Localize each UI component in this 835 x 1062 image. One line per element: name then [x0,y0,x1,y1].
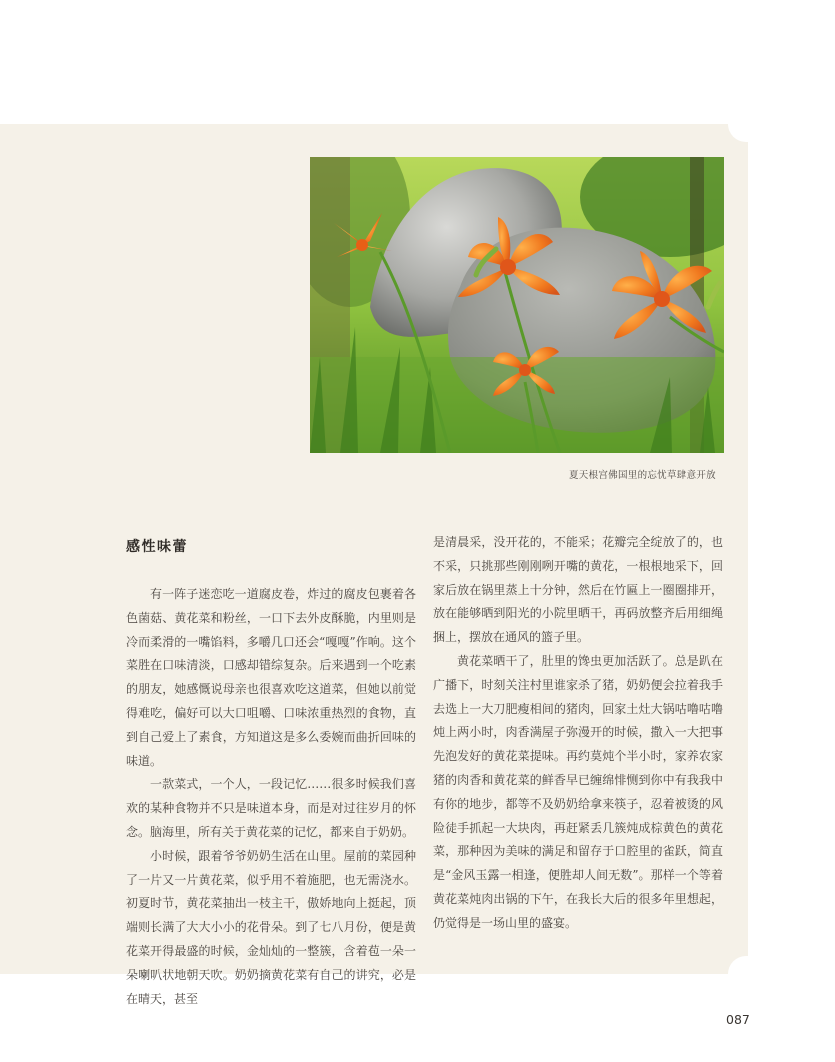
daylily-photo-image [310,157,724,453]
article-paragraph: 小时候，跟着爷爷奶奶生活在山里。屋前的菜园种了一片又一片黄花菜，似乎用不着施肥，也无需浇水。初夏时节，黄花菜抽出一枝主干，傲娇地向上挺起，顶端则长满了大大小小的花骨朵。到了七八月份，便是黄花菜开得最盛的时候，金灿灿的一整簇，含着苞一朵一朵喇叭状地朝天吹。奶奶摘黄花菜有自己的讲究，必是在晴天，甚至 [126,848,416,1006]
article-column-left [126,583,416,1011]
section-title: 感性味蕾 [126,539,188,555]
photo-caption: 夏天根宫佛国里的忘忧草肆意开放 [568,470,716,481]
article-paragraph: 一款菜式，一个人，一段记忆……很多时候我们喜欢的某种食物并不只是味道本身，而是对过往岁月的怀念。脑海里，所有关于黄花菜的记忆，都来自于奶奶。 [126,777,416,839]
page-number: 087 [726,1012,750,1027]
article-paragraph: 有一阵子迷恋吃一道腐皮卷，炸过的腐皮包裹着各色菌菇、黄花菜和粉丝，一口下去外皮酥脆，内里则是冷而柔滑的一嘴馅料，多嚼几口还会“嘎嘎”作响。这个菜胜在口味清淡，口感却错综复杂。后来遇到一个吃素的朋友，她感慨说母亲也很喜欢吃这道菜，但她以前觉得难吃，偏好可以大口咀嚼、口味浓重热烈的食物，直到自己爱上了素食，方知道这是多么委婉而曲折回味的味道。 [126,587,416,768]
daylily-photo [310,157,724,453]
article-paragraph: 黄花菜晒干了，肚里的馋虫更加活跃了。总是趴在广播下，时刻关注村里谁家杀了猪，奶奶便会拉着我手去选上一大刀肥瘦相间的猪肉，回家土灶大锅咕噜咕噜炖上两小时，肉香满屋子弥漫开的时候，撒入一大把事先泡发好的黄花菜提味。再约莫炖个半小时，家养农家猪的肉香和黄花菜的鲜香早已缠绵悱恻到你中有我我中有你的地步，都等不及奶奶给拿来筷子，忍着被烫的风险徒手抓起一大块肉，再赶紧丢几簇炖成棕黄色的黄花菜，那种因为美味的满足和留存于口腔里的雀跃，简直是“金风玉露一相逢，便胜却人间无数”。那样一个等着黄花菜炖肉出锅的下午，在我长大后的很多年里想起，仍觉得是一场山里的盛宴。 [433,653,723,930]
article-column-right [433,531,723,936]
article-paragraph-continued: 是清晨采，没开花的，不能采；花瓣完全绽放了的，也不采，只挑那些刚刚咧开嘴的黄花，一根根地采下，回家后放在锅里蒸上十分钟，然后在竹匾上一圈圈排开，放在能够晒到阳光的小院里晒干，再码放整齐后用细绳捆上，摆放在通风的篮子里。 [433,535,723,645]
